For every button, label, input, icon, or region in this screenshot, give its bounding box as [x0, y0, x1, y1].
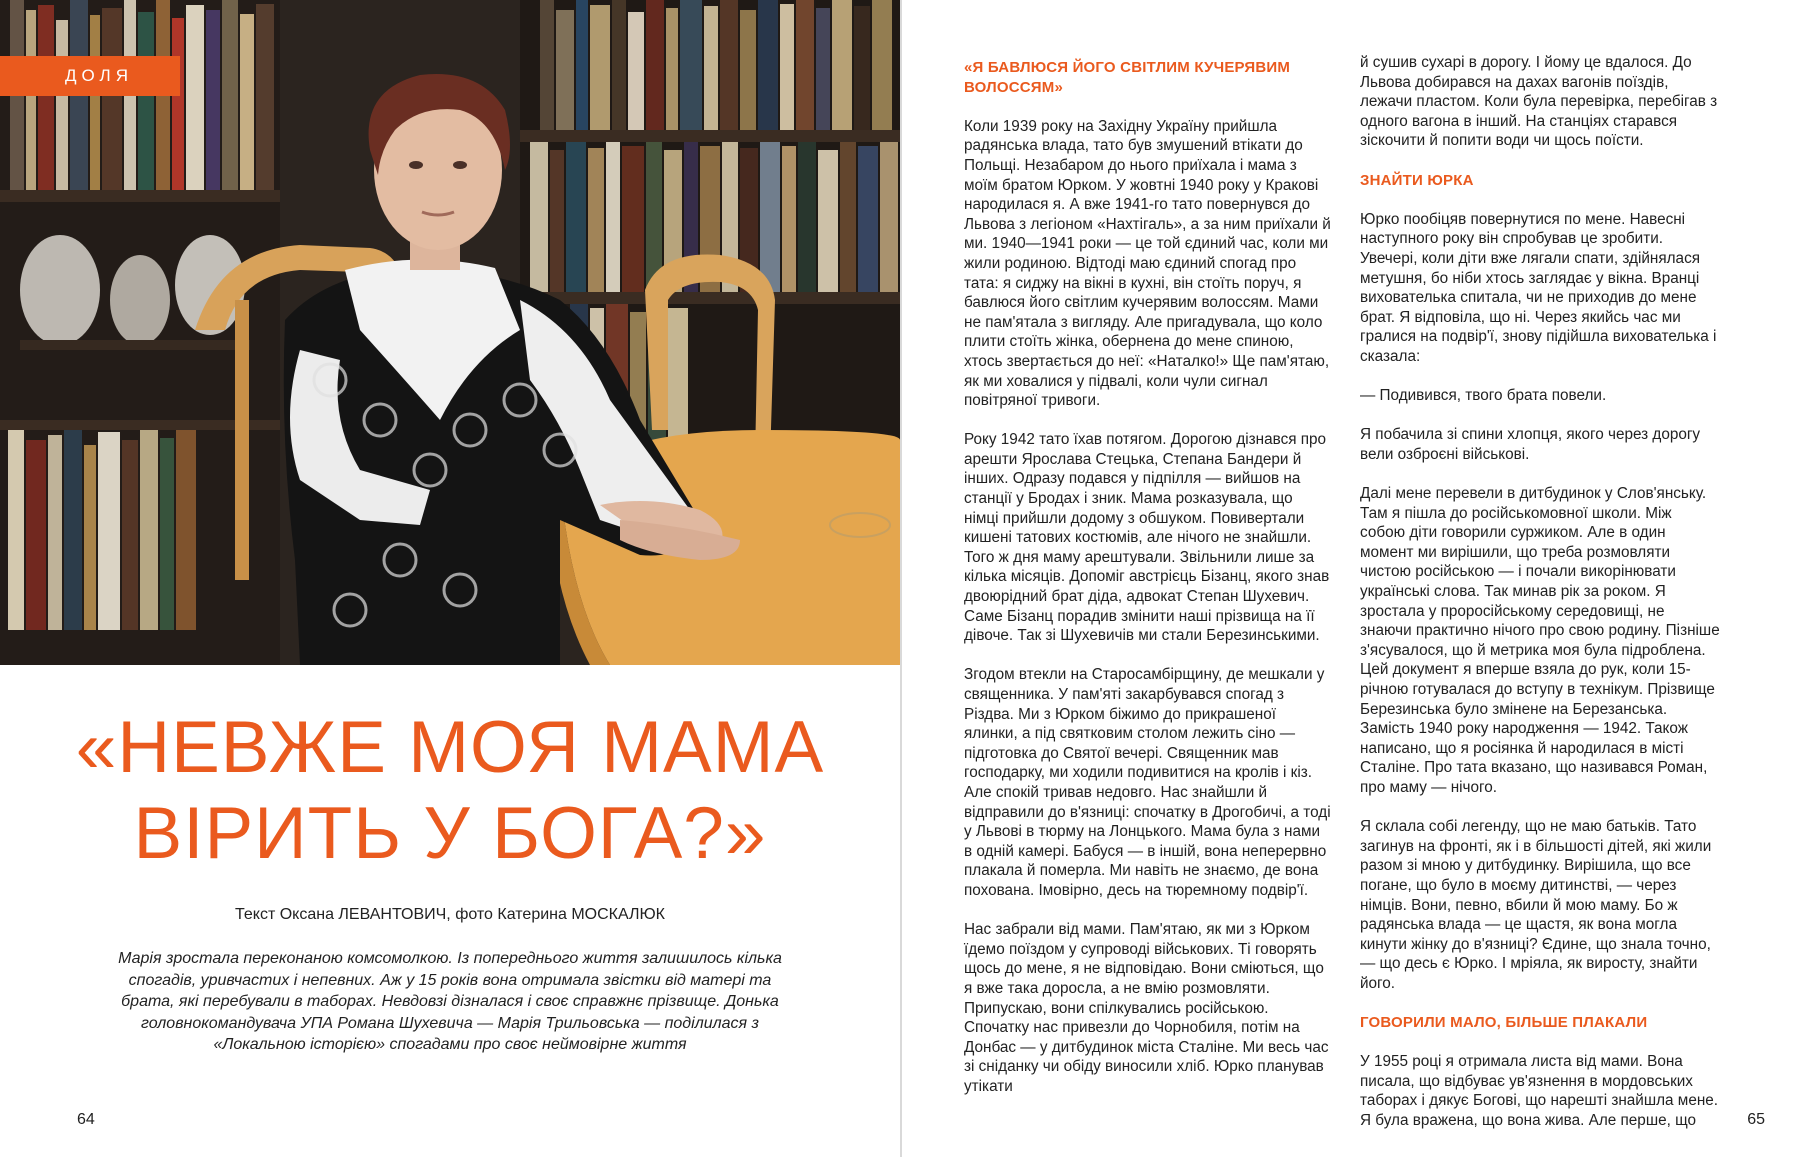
paragraph: Згодом втекли на Старосамбірщину, де мешкали у священника. У пам'яті закарбувався спогад з Різдва. Ми з Юрком біжимо до прикрашеної ялинки, а під святковим столом лежить сіно — підготовка до Святої вечері. Священник мав господарку, ми ходили подивитися на кролів і кіз. Але спокій тривав недовго. Нас знайшли й відправили до в'язниці: спочатку в Дрогобичі, а тоді у Львові в тюрму на Лонцького. Мама була з нами в одній камері. Бабуся — в іншій, вона неперервно плакала й померла. Ми навіть не знаємо, де вона похована. Імовірно, десь на тюремному подвір'ї. [964, 666, 1331, 899]
subheading: ГОВОРИЛИ МАЛО, БІЛЬШЕ ПЛАКАЛИ [1360, 1014, 1648, 1032]
paragraph: Далі мене перевели в дитбудинок у Слов'янську. Там я пішла до російськомовної школи. Між собою діти говорили суржиком. Але в один момент ми вирішили, що треба розмовляти чистою російською — і почали викорінювати українські слова. Так минав рік за роком. Я зростала у проросійському середовищі, не знаючи практично нічого про свою родину. Пізніше з'ясувалося, що й метрика моя була підроблена. Цей документ я вперше взяла до рук, коли 15-річною готувалася до вступу в технікум. Прізвище Березинська було змінене на Березанська. Замість 1940 року народження — 1942. Також написано, що я росіянка й народилася в місті Сталіне. Про тата вказано, що називався Роман, про маму — нічого. [1360, 485, 1720, 796]
paragraph: Я побачила зі спини хлопця, якого через дорогу вели озброєні військові. [1360, 426, 1701, 463]
right-page [902, 0, 1800, 1157]
paragraph: й сушив сухарі в дорогу. І йому це вдалося. До Львова добирався на дахах вагонів поїздів, лежачи пластом. Коли була перевірка, перебігав з одного вагона в інший. На станціях старався зіскочити й попити води чи щось поїсти. [1360, 54, 1718, 150]
text-column-2 [1360, 53, 1720, 1150]
headline-line-2: ВІРИТЬ У БОГА?» [133, 793, 767, 874]
paragraph: Я склала собі легенду, що не маю батьків. Тато загинув на фронті, як і в більшості дітей, які жили разом зі мною у дитбудинку. Вирішила, що все погане, що було в моєму дитинстві, — через німців. Вони, певно, вбили й мою маму. Бо ж радянська влада — це щастя, як вона могла кинути жінку до в'язниці? Єдине, що знала точно, — що десь є Юрко. І мріяла, як виросту, знайти його. [1360, 818, 1712, 992]
portrait-photo [0, 0, 900, 665]
headline-line-1: «НЕВЖЕ МОЯ МАМА [75, 707, 825, 788]
lead-paragraph: Марія зростала переконаною комсомолкою. Із попереднього життя залишилось кілька спогадів, уривчастих і непевних. Аж у 15 років вона отримала звістки від матері та брата, які перебували в таборах. Невдовзі дізналася і своє справжнє прізвище. Донька головнокомандувача УПА Романа Шухевича — Марія Трильовська — поділилася з «Локальною історією» спогадами про своє неймовірне життя [118, 950, 782, 1053]
paragraph: Року 1942 тато їхав потягом. Дорогою дізнався про арешти Ярослава Стецька, Степана Бандери й інших. Одразу подався у підпілля — вийшов на станції у Бродах і зник. Мама розказувала, що німці прийшли додому з обшуком. Повивертали кишені татових костюмів, але нічого не знайшли. Того ж дня маму арештували. Звільнили лише за кілька місяців. Допоміг австрієць Бізанц, якого знав двоюрідний брат діда, адвокат Степан Шухевич. Саме Бізанц порадив змінити наші прізвища на її дівоче. Так зі Шухевичів ми стали Березинськими. [964, 431, 1330, 645]
paragraph: У 1955 році я отримала листа від мами. Вона писала, що відбуває ув'язнення в мордовських таборах і дякує Богові, що нарешті знайшла мене. Я була вражена, що вона жива. Але перше, що [1360, 1053, 1719, 1130]
paragraph: Коли 1939 року на Західну Україну прийшла радянська влада, тато був змушений втікати до Польщі. Незабаром до нього приїхала і мама з моїм братом Юрком. У жовтні 1940 року у Кракові народилася я. А вже 1941-го тато повернувся до Львова з легіоном «Нахтігаль», а за ним приїхали й ми. 1940—1941 роки — це той єдиний час, коли ми жили родиною. Відтоді маю єдиний спогад про тата: я сиджу на вікні в кухні, він стоїть поруч, я бавлюся його світлим кучерявим волоссям. Мами не пам'ятала з вигляду. Але пригадувала, що коло плити стоїть жінка, обернена до мене спиною, хтось звертається до неї: «Наталко!» Ще пам'ятаю, як ми ховалися у підвалі, коли чули сигнал повітряної тривоги. [964, 117, 1331, 410]
subheading: «Я БАВЛЮСЯ ЙОГО СВІТЛИМ КУЧЕРЯВИМ ВОЛОССЯМ» [964, 59, 1291, 96]
section-tag: ДОЛЯ [0, 56, 180, 96]
paragraph: Юрко пообіцяв повернутися по мене. Навесні наступного року він спробував це зробити. Увечері, коли діти вже лягали спати, здійнялася метушня, бо ніби хтось заглядає у вікна. Вранці вихователька спитала, чи не приходив до мене брат. Я відповіла, що ні. Через якийсь час ми гралися на подвір'ї, знову підійшла вихователька і сказала: [1360, 210, 1717, 365]
page-number-right: 65 [1747, 1111, 1765, 1128]
subheading: ЗНАЙТИ ЮРКА [1360, 171, 1474, 189]
page-number-left: 64 [77, 1111, 95, 1128]
text-column-1 [964, 58, 1331, 1116]
byline: Текст Оксана ЛЕВАНТОВИЧ, фото Катерина МОСКАЛЮК [235, 906, 665, 923]
paragraph: Нас забрали від мами. Пам'ятаю, як ми з Юрком їдемо поїздом у супроводі військових. Ті говорять щось до мене, я не відповідаю. Вони сміються, що я вже така доросла, а не вмію розмовляти. Припускаю, вони спілкувались російською. Спочатку нас привезли до Чорнобиля, потім на Донбас — у дитбудинок міста Сталіне. Ми весь час зі сніданку чи обіду виносили хліб. Юрко планував утікати [964, 921, 1329, 1095]
paragraph: — Подивився, твого брата повели. [1360, 387, 1607, 405]
article-headline [20, 705, 880, 877]
